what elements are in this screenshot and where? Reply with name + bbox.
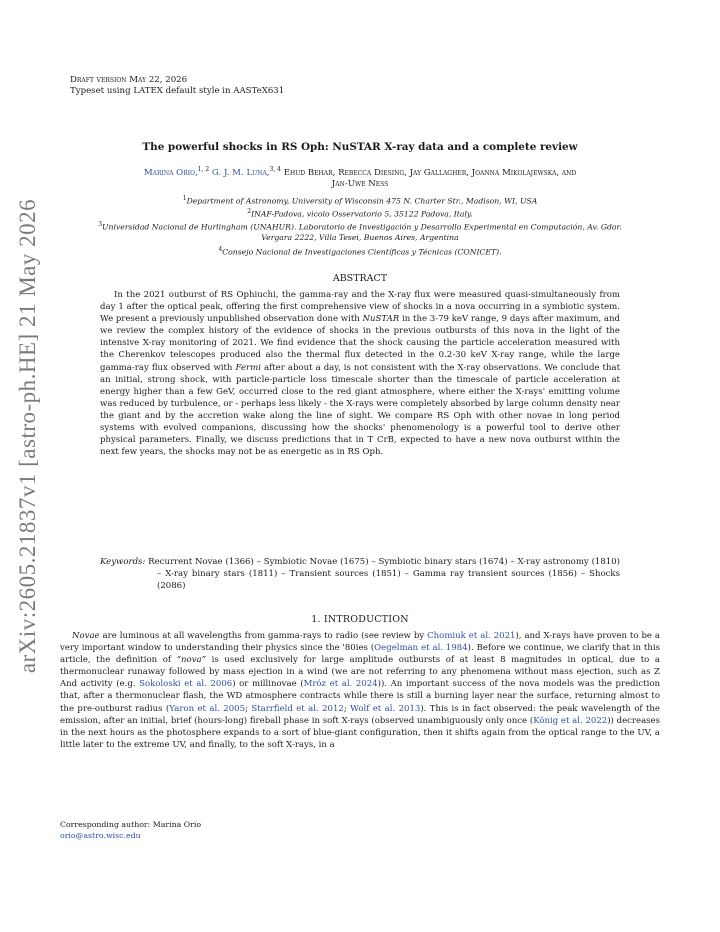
intro-text: “nova” <box>176 655 207 666</box>
citation-link[interactable]: Yaron et al. 2005 <box>169 703 246 714</box>
arxiv-identifier: arXiv:2605.21837v1 [astro-ph.HE] 21 May 2026 <box>15 198 41 674</box>
author-names: Ehud Behar, Rebecca Diesing, Jay Gallagher, Joanna Mikolajewska, and <box>283 167 577 178</box>
affil-number: 3 <box>98 221 103 228</box>
affil-number: 1 <box>182 195 187 202</box>
affiliation-3 <box>40 220 680 243</box>
keywords <box>100 556 620 592</box>
intro-text: ). Before we continue, we clarify that in this article, the definition of <box>60 643 660 666</box>
arxiv-stamp <box>14 198 42 674</box>
mission-name: NuSTAR <box>362 314 400 325</box>
citation-link[interactable]: Mróz et al. 2024 <box>303 679 378 690</box>
author-link[interactable]: Marina Orio, <box>143 167 198 178</box>
draft-header <box>70 75 284 97</box>
abstract-text: after about a day, is not consistent with the X-ray observations. We conclude that an initial, strong shock, with particle-particle loss timescale shorter than the timescale of particle acceleration at energy higher than a few GeV, occurred close to the red giant atmosphere, where either the X-rays' emitting volume was reduced by turbulence, or - perhaps less likely - the X-rays were completely absorbed by large column density near the giant and by the accretion wake along the line of sight. We compare RS Oph with other novae in long period systems with evolved companions, discussing how the shocks' phenomenology is a powerful tool to derive other physical parameters. Finally, we discuss predictions that in T CrB, expected to have a new nova outburst within the next few years, the shocks may not be as energetic as in RS Oph. <box>100 362 621 458</box>
mission-name: Fermi <box>235 362 261 373</box>
affil-number: 2 <box>247 208 252 215</box>
affil-text: INAF-Padova, vicolo Osservatorio 5, 35122 Padova, Italy. <box>251 209 473 219</box>
affiliation-2 <box>40 207 680 220</box>
affil-ref: 3, 4 <box>269 166 281 173</box>
citation-link[interactable]: König et al. 2022 <box>533 715 608 726</box>
keywords-list: Recurrent Novae (1366) – Symbiotic Novae (1675) – Symbiotic binary stars (1674) – X-ray astronomy (1810) – X-ray binary stars (1811) – Transient sources (1851) – Gamma ray transient sources (1856) – Shocks (2086) <box>148 557 621 592</box>
abstract-heading: ABSTRACT <box>332 273 388 284</box>
typeset-note: Typeset using LATEX default style in AASTeX631 <box>70 86 285 96</box>
affil-text: Department of Astronomy, University of Wisconsin 475 N. Charter Str., Madison, WI, USA <box>186 196 538 206</box>
affil-text: Vergara 2222, Villa Tesei, Buenos Aires, Argentina <box>261 232 459 242</box>
affiliation-4 <box>40 245 680 258</box>
draft-version: Draft version May 22, 2026 <box>70 75 188 85</box>
citation-link[interactable]: Chomiuk et al. 2021 <box>427 631 516 641</box>
section-heading: 1. INTRODUCTION <box>311 614 409 625</box>
affil-text: Consejo Nacional de Investigaciones Científicas y Técnicas (CONICET). <box>222 247 502 257</box>
intro-text: is used exclusively for large amplitude outbursts of at least 8 magnitudes in optical, due to a thermonuclear runaway followed by mass ejection in a wind (we are not referring to any phenomena without mass ejection, such as Z And activity (e.g. <box>60 655 661 690</box>
abstract-body <box>100 289 620 458</box>
author-names: Jan-Uwe Ness <box>331 178 389 189</box>
author-email-link[interactable]: orio@astro.wisc.edu <box>60 831 141 840</box>
abstract-text: In the 2021 outburst of RS Ophiuchi, the gamma-ray and the X-ray flux were measured quasi-simultaneously from day 1 after the optical peak, offering the first comprehensive view of shocks in a nova occurring in a symbiotic system. We present a previously unpublished observation done with <box>100 290 620 325</box>
intro-text: ; <box>245 703 252 714</box>
citation-link[interactable]: Sokoloski et al. 2006 <box>139 679 233 690</box>
citation-link[interactable]: Wolf et al. 2013 <box>350 703 421 714</box>
citation-link[interactable]: Oegelman et al. 1984 <box>374 643 468 654</box>
introduction-body <box>60 630 660 751</box>
citation-link[interactable]: Starrfield et al. 2012 <box>251 703 344 714</box>
intro-text: )). An important success of the nova models was the prediction that, after a thermonuclear flash, the WD atmosphere contracts while there is still a burning layer near the surface, returning almost to the pre-outburst radius ( <box>60 679 660 714</box>
intro-text: ). This is in fact observed: the peak wavelength of the emission, after an initial, brief (hours-long) fireball phase in soft X-rays (observed unambiguously only once ( <box>60 703 660 726</box>
affiliation-1 <box>40 194 680 207</box>
intro-text: Novae <box>72 631 100 641</box>
author-list <box>60 164 660 190</box>
author-link[interactable]: G. J. M. Luna, <box>211 167 270 178</box>
corresponding-author-name: Corresponding author: Marina Orio <box>60 820 202 829</box>
intro-text: ), and X-rays have proven to be a very important window to understanding their physics since the '80ies ( <box>60 631 661 654</box>
paper-title: The powerful shocks in RS Oph: NuSTAR X-ray data and a complete review <box>142 141 578 153</box>
intro-text: ) or millinovae ( <box>232 679 304 690</box>
keywords-label: Keywords: <box>100 557 146 567</box>
intro-text: are luminous at all wavelengths from gamma-rays to radio (see review by <box>99 631 428 641</box>
affil-text: Universidad Nacional de Hurlingham (UNAHUR). Laboratorio de Investigación y Desarrollo Experimental en Computación, Av. Gdor. <box>102 222 622 232</box>
intro-text: ; <box>343 703 351 714</box>
intro-text: )) decreases in the next hours as the photosphere expands to a sort of blue-giant configuration, then it shifts again from the optical range to the UV, a little later to the extreme UV, and finally, to the soft X-rays, in a <box>60 715 660 750</box>
affil-number: 4 <box>218 246 223 253</box>
abstract-text: in the 3-79 keV range, 9 days after maximum, and we review the complex history of the evidence of shocks in the previous outbursts of this nova in the light of the intensive X-ray monitoring of 2021. We find evidence that the shock causing the particle acceleration measured with the Cherenkov telescopes produced also the thermal flux detected in the 0.2-30 keV X-ray range, while the large gamma-ray flux observed with <box>100 314 620 373</box>
corresponding-author <box>60 819 201 841</box>
affil-ref: 1, 2 <box>197 166 210 173</box>
